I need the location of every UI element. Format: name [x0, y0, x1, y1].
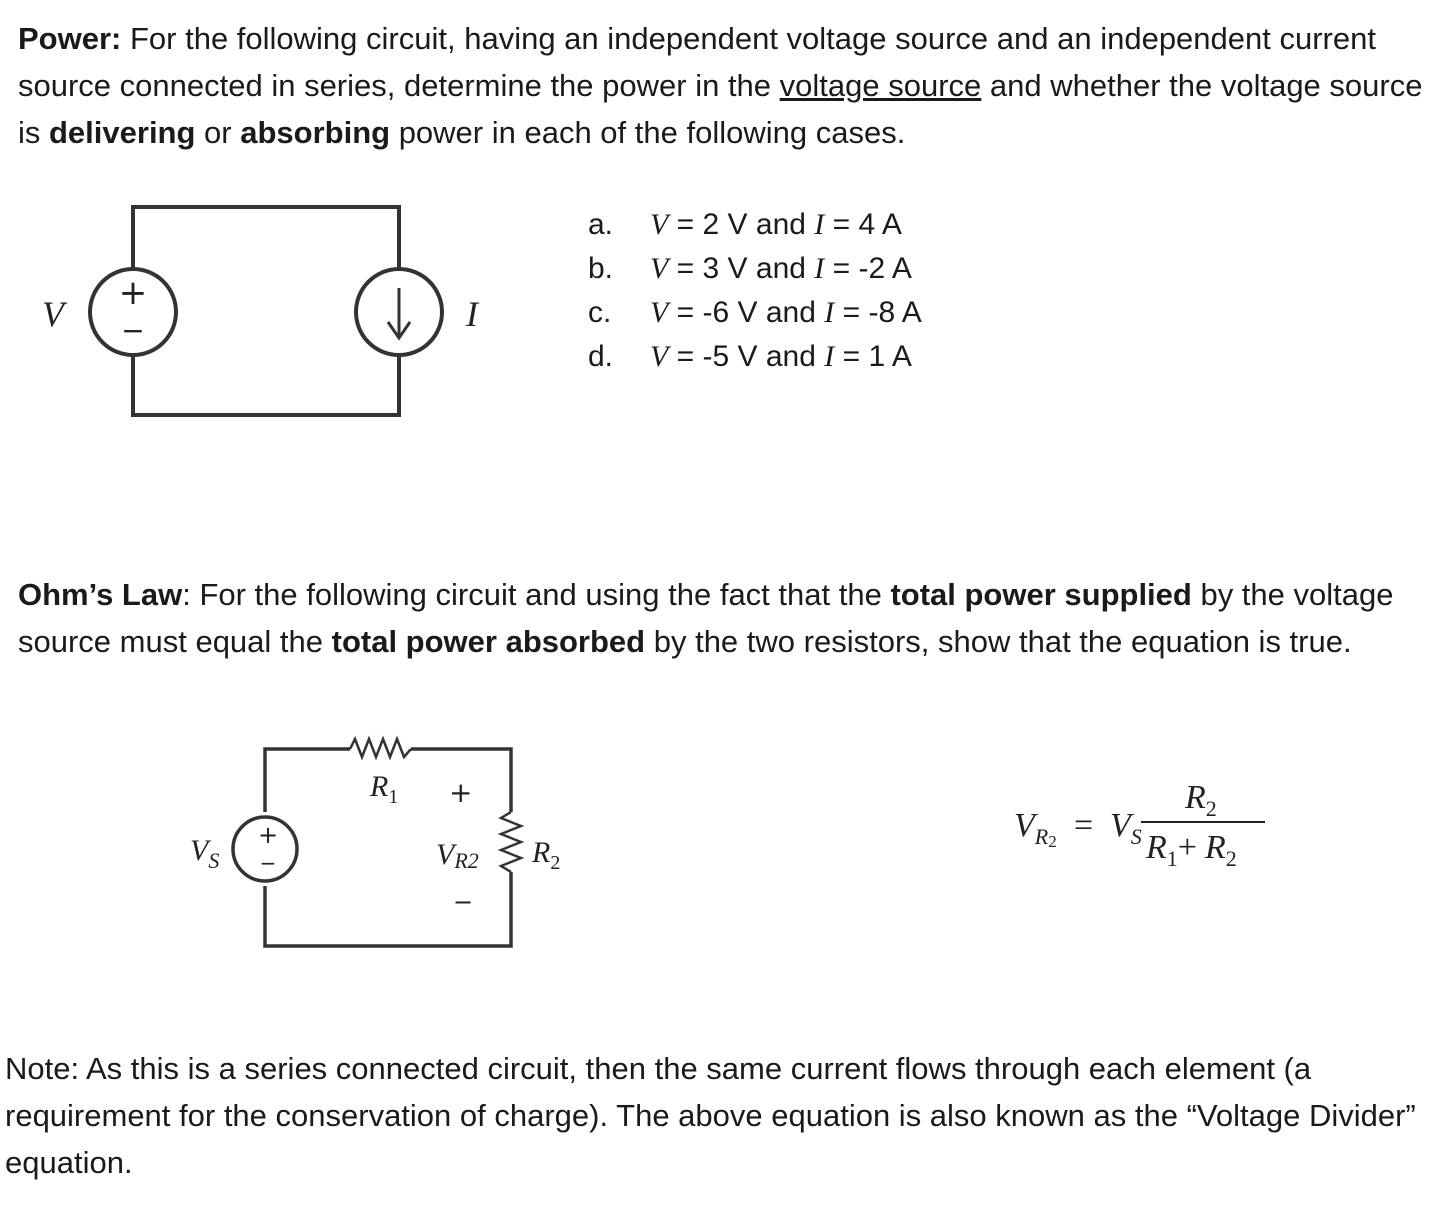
ohm-text-2: by the voltage source must equal the	[18, 577, 1394, 659]
r1-zigzag	[350, 739, 411, 757]
total-power-supplied-bold: total power supplied	[890, 577, 1192, 612]
vr2-minus: −	[453, 888, 474, 916]
eq-vs: $V_S$	[1110, 807, 1142, 849]
power-text-4: power in each of the following cases.	[390, 115, 906, 150]
case-d: d. V = -5 V and I = 1 A	[588, 340, 912, 373]
cases-list	[588, 203, 922, 379]
ohm-text-1: : For the following circuit and using the fact that the	[182, 577, 891, 612]
case-a: a. V = 2 V and I = 4 A	[588, 208, 902, 241]
ohm-heading: Ohm’s Law	[18, 577, 183, 612]
i-label: I	[466, 294, 478, 334]
power-text-2: and whether the voltage source is	[18, 68, 1423, 150]
vs-label: $V_S$	[190, 834, 220, 873]
eq-denominator: $R_1+ R_2$	[1146, 829, 1237, 871]
eq-numerator: $R_2$	[1185, 779, 1217, 821]
vs-minus: −	[259, 851, 277, 875]
case-b: b. V = 3 V and I = -2 A	[588, 252, 912, 285]
vr2-label: VR2	[436, 838, 479, 873]
vsource-plus: +	[118, 273, 148, 313]
voltage-divider-equation	[1014, 779, 1265, 871]
v-label: V	[42, 294, 64, 334]
power-text-1: For the following circuit, having an independent voltage source and an independent current source connected in series, determine the power in the	[18, 21, 1376, 103]
note-paragraph: Note: As this is a series connected circuit, then the same current flows through each element (a requirement for the conservation of charge). The above equation is also known as the “Voltage Divider” equation.	[5, 1051, 1416, 1180]
wire-left-top	[265, 749, 350, 812]
vs-plus: +	[257, 821, 279, 849]
ohms-law-question	[18, 571, 1438, 665]
delivering-bold: delivering	[49, 115, 196, 150]
total-power-absorbed-bold: total power absorbed	[331, 624, 646, 659]
r2-zigzag	[501, 812, 521, 872]
power-heading: Power:	[18, 21, 122, 56]
voltage-source-underline: voltage source	[779, 68, 982, 103]
wire-bottom	[265, 872, 511, 946]
ohm-text-3: by the two resistors, show that the equation is true.	[645, 624, 1352, 659]
absorbing-bold: absorbing	[240, 115, 391, 150]
eq-lhs: $V_R2$	[1014, 807, 1057, 851]
power-text-3: or	[195, 115, 241, 150]
r2-label: $R_2$	[532, 836, 561, 874]
vr2-plus: +	[449, 776, 473, 809]
case-c: c. V = -6 V and I = -8 A	[588, 296, 922, 329]
vsource-minus: −	[121, 314, 145, 347]
r1-label: $R_1$	[370, 770, 399, 808]
eq-equals: =	[1074, 807, 1094, 844]
